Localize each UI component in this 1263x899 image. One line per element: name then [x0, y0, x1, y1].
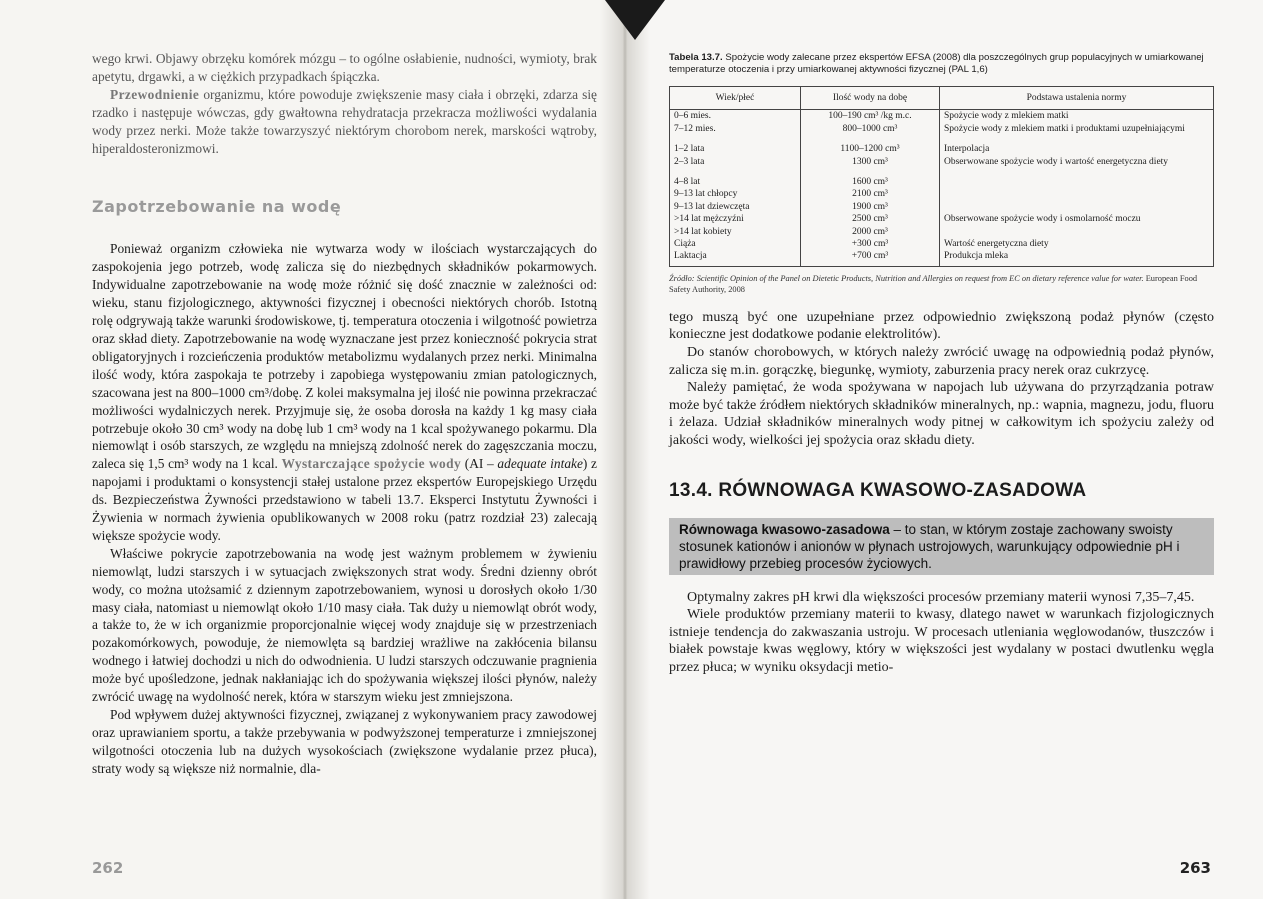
- fluid-supplement-paragraph: tego muszą być one uzupełniane przez odpowiednio zwiększoną podaż płynów (często konieczne jest dodatkowe podanie elektrolitów).: [669, 309, 1214, 343]
- table-cell-age: 7–12 mies.: [674, 123, 716, 134]
- table-row: [670, 143, 1214, 155]
- table-cell-amount: 1300 cm³: [801, 156, 940, 168]
- table-caption-text: Spożycie wody zalecane przez ekspertów EFSA (2008) dla poszczególnych grup populacyjnych w umiarkowanej temperaturze otoczenia i przy umiarkowanej aktywności fizycznej (PAL 1,6): [669, 52, 1204, 75]
- table-cell-amount: +300 cm³: [801, 238, 940, 250]
- table-cell-age: >14 lat mężczyźni: [674, 214, 744, 225]
- table-cell-amount: 2100 cm³: [801, 188, 940, 200]
- page-number-right: 263: [1179, 859, 1211, 877]
- right-column: [669, 52, 1214, 677]
- table-row: [670, 110, 1214, 123]
- table-cell-amount: +700 cm³: [801, 250, 940, 266]
- table-row: [670, 250, 1214, 266]
- right-page: [625, 0, 1263, 899]
- table-cell-basis: [940, 188, 1214, 200]
- table-cell-basis: Produkcja mleka: [940, 250, 1214, 266]
- table-cell-basis: Obserwowane spożycie wody i wartość energetyczna diety: [940, 156, 1214, 168]
- water-demand-text-b: (AI –: [461, 456, 498, 472]
- table-cell-age: 0–6 mies.: [674, 111, 711, 122]
- definition-term: Równowaga kwasowo-zasadowa: [679, 521, 890, 537]
- page-number-left: 262: [92, 859, 124, 877]
- table-cell-age: Laktacja: [674, 251, 707, 262]
- minerals-paragraph: Należy pamiętać, że woda spożywana w napojach lub używana do przyrządzania potraw może być także źródłem niektórych składników mineralnych, np.: wapnia, magnezu, jodu, fluoru i żelaza. Udział składników mineralnych wody pitnej w całkowitym ich spożyciu zależy od jakości wody, wielkości jej spożycia oraz składu diety.: [669, 380, 1214, 449]
- table-cell-basis: Spożycie wody z mlekiem matki: [940, 110, 1214, 123]
- gutter-binding-mark: [605, 0, 665, 40]
- water-intake-table: [669, 86, 1214, 267]
- overhydration-text: organizmu, które powoduje zwiększenie masy ciała i obrzęki, zdarza się rzadko i następuje wówczas, gdy gwałtowna rehydratacja przekracza możliwości wydalania wody przez nerki. Może także towarzyszyć niektórym chorobom nerek, marskości wątroby, hiperaldosteronizmowi.: [92, 86, 597, 156]
- section-title-acid-base: 13.4. RÓWNOWAGA KWASOWO-ZASADOWA: [669, 479, 1087, 501]
- table-cell-amount: 1900 cm³: [801, 201, 940, 213]
- table-cell-basis: [940, 201, 1214, 213]
- metabolism-acids-paragraph: Wiele produktów przemiany materii to kwasy, dlatego nawet w warunkach fizjologicznych istnieje tendencja do zakwaszania ustroju. W procesach utleniania węglowodanów, tłuszczów i białek powstaje kwas węglowy, który w większości jest wydalany w postaci dwutlenku węgla przez płuca; w wyniku oksydacji metio-: [669, 607, 1214, 675]
- overhydration-paragraph: [92, 86, 597, 158]
- table-row: [670, 226, 1214, 238]
- book-gutter: [600, 0, 650, 899]
- definition-box: [669, 518, 1214, 575]
- table-cell-basis: Obserwowane spożycie wody i osmolarność moczu: [940, 213, 1214, 225]
- section-title-water-demand: Zapotrzebowanie na wodę: [92, 197, 342, 217]
- table-row: [670, 238, 1214, 250]
- disease-states-paragraph: Do stanów chorobowych, w których należy zwrócić uwagę na odpowiednią podaż płynów, zalicza się m.in. gorączkę, biegunkę, wymioty, zaburzenia pracy nerek oraz cukrzycę.: [669, 345, 1214, 378]
- table-cell-amount: 1600 cm³: [801, 176, 940, 188]
- table-cell-basis: Interpolacja: [940, 143, 1214, 155]
- table-source-plain: European Food Safety Authority, 2008: [669, 273, 1198, 294]
- table-cell-amount: 800–1000 cm³: [801, 123, 940, 135]
- definition-text: – to stan, w którym zostaje zachowany swoisty stosunek kationów i anionów w płynach ustrojowych, warunkujący odpowiednie pH i prawidłowy przebieg procesów życiowych.: [679, 521, 1180, 571]
- water-demand-text-a: Ponieważ organizm człowieka nie wytwarza wody w ilościach wystarczających do zaspokojenia jego potrzeb, wodę zalicza się do niezbędnych składników pokarmowych. Indywidualne zapotrzebowanie na wodę może różnić się dość znacznie w zależności od: wieku, stanu fizjologicznego, aktywności fizycznej i obecności niektórych chorób. Istotną rolę odgrywają także warunki środowiskowe, tj. temperatura otoczenia i wilgotność powietrza oraz skład diety. Zapotrzebowanie na wodę wyznaczane jest przez konieczność pokrycia strat obligatoryjnych i rozcieńczenia produktów metabolizmu wydalanych przez nerki. Minimalna ilość wody, która zaspokaja te potrzeby i zapobiega występowaniu zmian patologicznych, szacowana jest na 800–1000 cm³/dobę. Z kolei maksymalna jej ilość nie powinna przekraczać możliwości wydalniczych nerek. Przyjmuje się, że osoba dorosła na każdy 1 kg masy ciała potrzebuje około 30 cm³ wody na dobę lub 1 cm³ wody na 1 kcal spożywanego pokarmu. Dla niemowląt i osób starszych, ze względu na mniejszą zdolność nerek do zagęszczania moczu, zaleca się 1,5 cm³ wody na 1 kcal.: [92, 241, 597, 472]
- left-column: [92, 50, 597, 778]
- table-row: [670, 213, 1214, 225]
- table-cell-amount: 100–190 cm³ /kg m.c.: [801, 110, 940, 123]
- physical-activity-paragraph: Pod wpływem dużej aktywności fizycznej, związanej z wykonywaniem pracy zawodowej oraz uprawianiem sportu, a także przebywania w podwyższonej temperaturze i zmniejszonej wilgotności otoczenia lub na dużych wysokościach (zwiększone wydalanie przez płuca), straty wody są większe niż normalnie, dla-: [92, 707, 597, 776]
- table-header-amount: Ilość wody na dobę: [801, 87, 940, 110]
- table-cell-basis: Wartość energetyczna diety: [940, 238, 1214, 250]
- ph-range-paragraph: Optymalny zakres pH krwi dla większości procesów przemiany materii wynosi 7,35–7,45.: [687, 589, 1195, 605]
- table-caption-label: Tabela 13.7.: [669, 52, 723, 63]
- table-row: [670, 201, 1214, 213]
- table-caption: [669, 52, 1214, 76]
- table-cell-age: 1–2 lata: [674, 144, 705, 155]
- table-header-age: Wiek/płeć: [670, 87, 801, 110]
- water-demand-paragraph: [92, 240, 597, 544]
- infants-elderly-paragraph: Właściwe pokrycie zapotrzebowania na wodę jest ważnym problemem w żywieniu niemowląt, ludzi starszych i w sytuacjach zwiększonych strat wody. Średni dzienny obrót wody, co można utożsamić z dziennym zapotrzebowaniem, wynosi u dorosłych około 1/30 masy ciała, natomiast u niemowląt około 1/10 masy ciała. Tak duży u niemowląt obrót wody, a także to, że w ich organizmie proporcjonalnie więcej wody znajduje się w przestrzeniach pozakomórkowych, powoduje, że niemowlęta są bardziej wrażliwe na zakłócenia bilansu wodnego i łatwiej dochodzi u nich do odwodnienia. U ludzi starszych odczuwanie pragnienia może być upośledzone, jednak nakłaniając ich do spożywania większej ilości płynów, należy zwrócić uwagę na wydolność nerek, która w starszym wieku jest zmniejszona.: [92, 545, 597, 705]
- left-page: [0, 0, 625, 899]
- table-cell-amount: 1100–1200 cm³: [801, 143, 940, 155]
- table-cell-basis: Spożycie wody z mlekiem matki i produktami uzupełniającymi: [940, 123, 1214, 135]
- table-cell-amount: 2000 cm³: [801, 226, 940, 238]
- table-source: [669, 273, 1214, 295]
- intro-paragraph: wego krwi. Objawy obrzęku komórek mózgu – to ogólne osłabienie, nudności, wymioty, brak apetytu, drgawki, a w ciężkich przypadkach śpiączka.: [92, 51, 597, 84]
- table-cell-basis: [940, 176, 1214, 188]
- table-source-italic: Źródło: Scientific Opinion of the Panel on Dietetic Products, Nutrition and Allergies on request from EC on dietary reference value for water.: [669, 273, 1144, 283]
- water-demand-text-c: ) z napojami i produktami o konsystencji stałej ustalone przez ekspertów Europejskiego Urzędu ds. Bezpieczeństwa Żywności przedstawiono w tabeli 13.7. Eksperci Instytutu Żywności i Żywienia w normach żywienia opublikowanych w 2008 roku (patrz rozdział 23) zalecają większe spożycie wody.: [92, 456, 597, 543]
- table-row: [670, 123, 1214, 135]
- table-row: [670, 156, 1214, 168]
- table-row: [670, 176, 1214, 188]
- table-header-basis: Podstawa ustalenia normy: [940, 87, 1214, 110]
- adequate-intake-english: adequate intake: [497, 456, 583, 472]
- table-header-row: [670, 87, 1214, 110]
- table-cell-age: 4–8 lat: [674, 177, 701, 188]
- table-row: [670, 188, 1214, 200]
- table-cell-age: >14 lat kobiety: [674, 226, 732, 237]
- table-cell-age: 9–13 lat chłopcy: [674, 189, 738, 200]
- table-cell-age: Ciąża: [674, 239, 696, 250]
- table-cell-age: 2–3 lata: [674, 156, 705, 167]
- adequate-intake-term: Wystarczające spożycie wody: [281, 456, 462, 472]
- overhydration-term: Przewodnienie: [110, 86, 200, 102]
- table-cell-amount: 2500 cm³: [801, 213, 940, 225]
- table-cell-age: 9–13 lat dziewczęta: [674, 201, 750, 212]
- table-cell-basis: [940, 226, 1214, 238]
